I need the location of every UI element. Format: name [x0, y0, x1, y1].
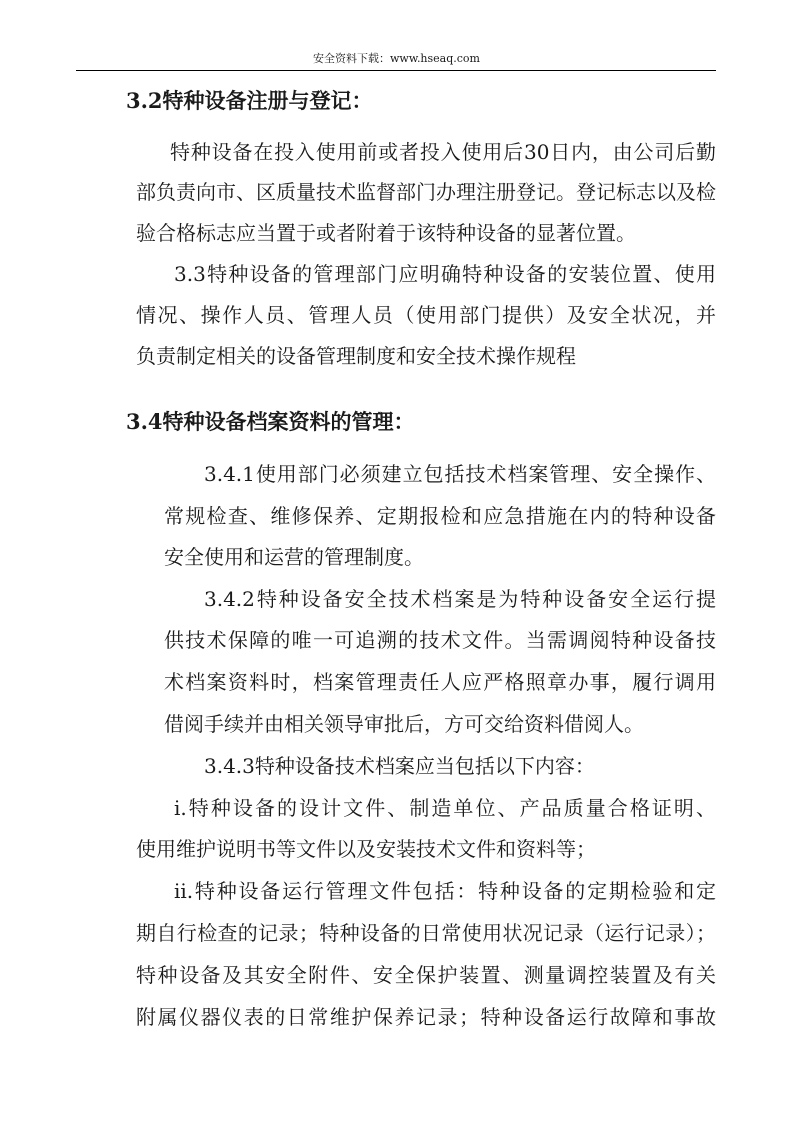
- list-item-ii-line: 附属仪器仪表的日常维护保养记录；特种设备运行故障和事故: [136, 1005, 716, 1029]
- heading-3-2: 3.2特种设备注册与登记：: [126, 88, 373, 113]
- list-item-ii-line: 期自行检查的记录；特种设备的日常使用状况记录（运行记录）；: [136, 921, 716, 945]
- list-item-i-line: i.特种设备的设计文件、制造单位、产品质量合格证明、: [174, 796, 716, 820]
- paragraph-line: 3.4.2特种设备安全技术档案是为特种设备安全运行提: [204, 587, 716, 611]
- paragraph-line: 借阅手续并由相关领导审批后，方可交给资料借阅人。: [164, 712, 644, 736]
- paragraph-line: 特种设备在投入使用前或者投入使用后30日内，由公司后勤: [170, 140, 716, 164]
- paragraph-line: 供技术保障的唯一可追溯的技术文件。当需调阅特种设备技: [164, 628, 716, 652]
- header-text: 安全资料下载：www.hseaq.com: [313, 52, 480, 65]
- paragraph-line: 3.3特种设备的管理部门应明确特种设备的安装位置、使用: [174, 262, 716, 286]
- header-rule: [76, 70, 716, 71]
- paragraph-line: 3.4.1使用部门必须建立包括技术档案管理、安全操作、: [204, 462, 716, 486]
- list-item-i-line: 使用维护说明书等文件以及安装技术文件和资料等；: [136, 837, 596, 861]
- heading-3-4: 3.4特种设备档案资料的管理：: [126, 409, 415, 434]
- paragraph-line: 验合格标志应当置于或者附着于该特种设备的显著位置。: [136, 221, 636, 245]
- paragraph-line: 部负责向市、区质量技术监督部门办理注册登记。登记标志以及检: [136, 180, 716, 204]
- paragraph-line: 负责制定相关的设备管理制度和安全技术操作规程: [136, 344, 576, 368]
- paragraph-line: 安全使用和运营的管理制度。: [164, 545, 424, 569]
- paragraph-line: 3.4.3特种设备技术档案应当包括以下内容：: [204, 754, 595, 778]
- paragraph-line: 情况、操作人员、管理人员（使用部门提供）及安全状况，并: [136, 303, 716, 327]
- list-item-ii-line: 特种设备及其安全附件、安全保护装置、测量调控装置及有关: [136, 963, 716, 987]
- paragraph-line: 术档案资料时，档案管理责任人应严格照章办事，履行调用: [164, 670, 716, 694]
- list-item-ii-line: ii.特种设备运行管理文件包括：特种设备的定期检验和定: [174, 879, 716, 903]
- paragraph-line: 常规检查、维修保养、定期报检和应急措施在内的特种设备: [164, 504, 716, 528]
